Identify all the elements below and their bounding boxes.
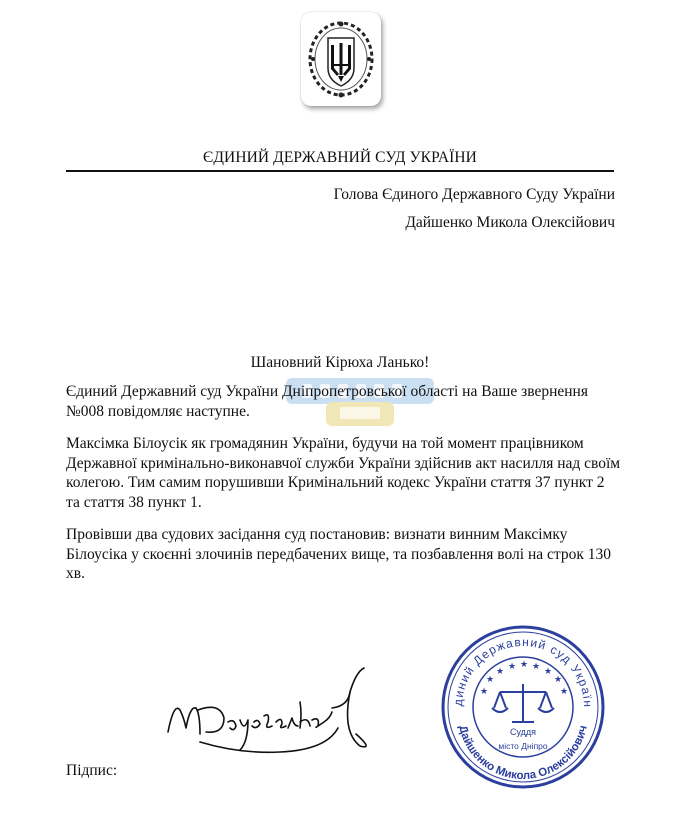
paragraph-facts: Максімка Білоусік як громадянин України, будучи на той момент працівником Державної кримінально-виконавчої служби України здійснив акт насилля над своїм колегою. Тим самим порушивши Кримінальний кодекс України стаття 37 пункт 2 та стаття 38 пункт 1. xyxy=(66,435,621,511)
svg-text:Суддя: Суддя xyxy=(509,727,537,737)
svg-text:Єдиний Державний суд України: диний Державний суд Україн xyxy=(450,634,596,709)
svg-text:★: ★ xyxy=(544,667,553,677)
greeting: Шановний Кірюха Ланько! xyxy=(250,354,430,371)
paragraph-verdict: Провівши два судових засідання суд постановив: визнати винним Максімку Білоусіка у скоєнні злочинів передбачених вище, та позбавлення волі на строк 130 хв. xyxy=(66,526,611,582)
svg-text:місто Дніпро: місто Дніпро xyxy=(498,741,548,751)
svg-text:★: ★ xyxy=(520,660,529,670)
handwritten-signature xyxy=(160,662,390,757)
header-divider xyxy=(66,170,614,172)
addressee-position: Голова Єдиного Державного Суду України xyxy=(333,186,615,203)
court-title: ЄДИНИЙ ДЕРЖАВНИЙ СУД УКРАЇНИ xyxy=(203,149,477,166)
svg-text:Дайшенко Микола Олексійович: Дайшенко Микола Олексійович xyxy=(456,724,590,783)
addressee-name: Дайшенко Микола Олексійович xyxy=(405,214,615,231)
paragraph-request: Єдиний Державний суд України Дніпропетровської області на Ваше звернення №008 повідомляє наступне. xyxy=(66,383,588,420)
signature-label: Підпис: xyxy=(66,762,118,779)
svg-text:★: ★ xyxy=(554,675,563,685)
svg-text:★: ★ xyxy=(560,687,569,697)
court-seal xyxy=(438,622,608,792)
svg-text:★: ★ xyxy=(486,675,495,685)
svg-text:★: ★ xyxy=(508,662,517,672)
svg-text:★: ★ xyxy=(532,662,541,672)
trident-wreath-icon xyxy=(301,12,381,106)
svg-text:★: ★ xyxy=(496,667,505,677)
svg-text:★: ★ xyxy=(480,687,489,697)
court-emblem xyxy=(301,12,381,106)
